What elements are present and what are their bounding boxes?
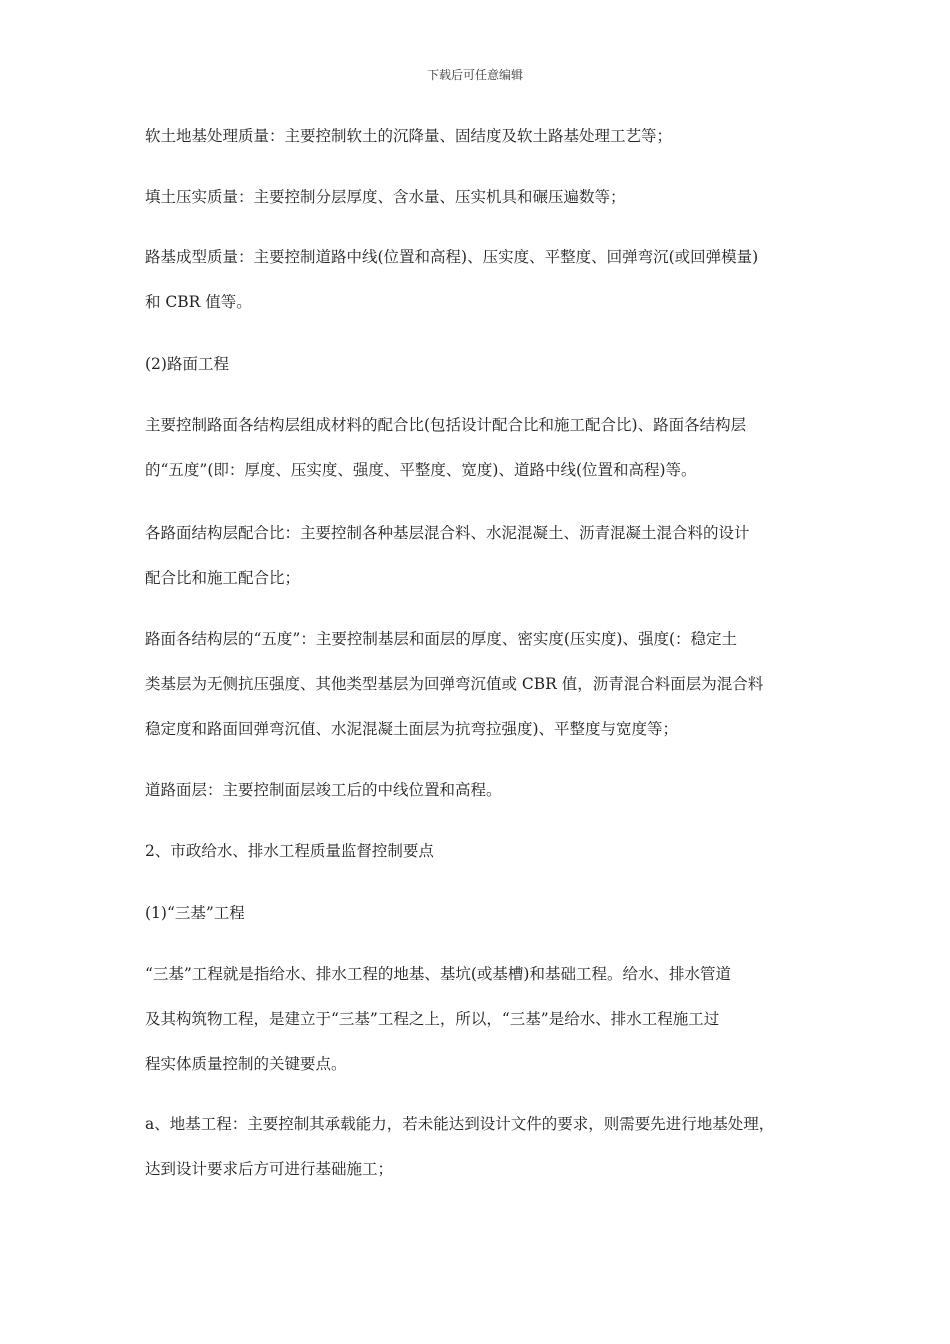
text-line: “三基”工程就是指给水、排水工程的地基、基坑(或基槽)和基础工程。给水、排水管道 <box>145 965 731 983</box>
text-line: (1)“三基”工程 <box>145 904 245 922</box>
section-heading-pavement <box>145 342 815 387</box>
paragraph-soft-soil <box>145 114 815 159</box>
text-line: a、地基工程：主要控制其承载能力，若未能达到设计文件的要求，则需要先进行地基处理， <box>145 1115 775 1133</box>
paragraph-surface-layer <box>145 768 815 813</box>
text-line: (2)路面工程 <box>145 355 229 373</box>
paragraph-pavement-control <box>145 403 815 493</box>
paragraph-mix-ratio <box>145 511 815 601</box>
section-heading-water-drainage <box>145 829 815 874</box>
paragraph-five-degrees <box>145 617 815 752</box>
text-line: 类基层为无侧抗压强度、其他类型基层为回弹弯沉值或 CBR 值，沥青混合料面层为混合料 <box>145 675 764 693</box>
text-line: 软土地基处理质量：主要控制软土的沉降量、固结度及软土路基处理工艺等； <box>145 127 673 145</box>
text-line: 2、市政给水、排水工程质量监督控制要点 <box>145 842 434 860</box>
paragraph-three-base-definition <box>145 952 815 1087</box>
text-line: 稳定度和路面回弹弯沉值、水泥混凝土面层为抗弯拉强度)、平整度与宽度等； <box>145 720 679 738</box>
section-heading-three-base <box>145 891 815 936</box>
text-line: 填土压实质量：主要控制分层厚度、含水量、压实机具和碾压遍数等； <box>145 188 626 206</box>
text-line: 路基成型质量：主要控制道路中线(位置和高程)、压实度、平整度、回弹弯沉(或回弹模量) <box>145 248 759 266</box>
text-line: 的“五度”(即：厚度、压实度、强度、平整度、宽度)、道路中线(位置和高程)等。 <box>145 461 697 479</box>
text-line: 各路面结构层配合比：主要控制各种基层混合料、水泥混凝土、沥青混凝土混合料的设计 <box>145 524 750 542</box>
text-line: 主要控制路面各结构层组成材料的配合比(包括设计配合比和施工配合比)、路面各结构层 <box>145 416 747 434</box>
text-line: 道路面层：主要控制面层竣工后的中线位置和高程。 <box>145 781 502 799</box>
text-line: 路面各结构层的“五度”：主要控制基层和面层的厚度、密实度(压实度)、强度(：稳定土 <box>145 630 737 648</box>
text-line: 达到设计要求后方可进行基础施工； <box>145 1160 394 1178</box>
paragraph-subgrade-forming <box>145 235 815 325</box>
paragraph-fill-compaction <box>145 175 815 220</box>
text-line: 配合比和施工配合比； <box>145 569 301 587</box>
page-header: 下载后可任意编辑 <box>426 68 523 82</box>
text-line: 程实体质量控制的关键要点。 <box>145 1055 347 1073</box>
paragraph-foundation-work <box>145 1102 815 1192</box>
text-line: 和 CBR 值等。 <box>145 293 252 311</box>
text-line: 及其构筑物工程，是建立于“三基”工程之上，所以，“三基”是给水、排水工程施工过 <box>145 1010 720 1028</box>
